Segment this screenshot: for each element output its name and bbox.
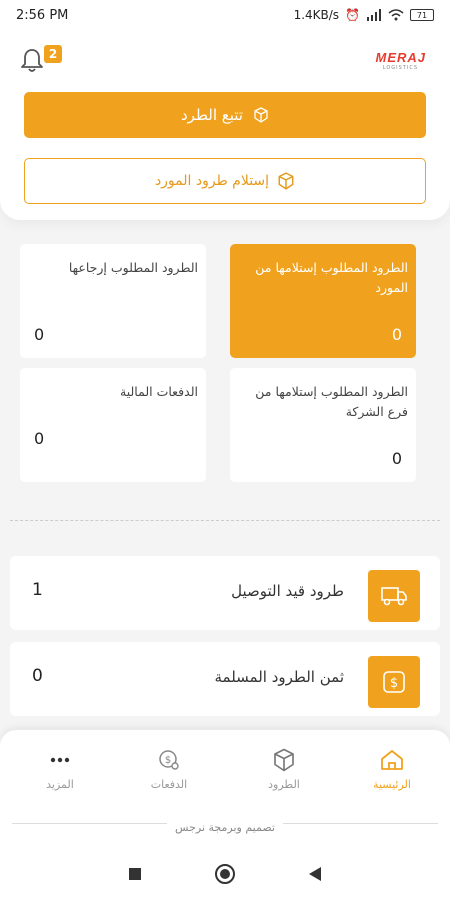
card-payments[interactable] bbox=[20, 368, 206, 482]
nav-payments-label: الدفعات bbox=[150, 778, 188, 791]
credit-text: تصميم وبرمجة نرجس bbox=[0, 816, 450, 835]
card-value: 0 bbox=[34, 429, 45, 448]
home-icon bbox=[379, 748, 405, 772]
track-parcel-button[interactable] bbox=[24, 92, 426, 138]
status-icons bbox=[294, 8, 434, 22]
network-speed: 1.4KB/s bbox=[293, 8, 340, 22]
nav-parcels[interactable] bbox=[244, 748, 324, 791]
bottom-navigation bbox=[0, 730, 450, 848]
card-value: 0 bbox=[34, 325, 45, 344]
card-title: الطرود المطلوب إرجاعها bbox=[68, 260, 198, 275]
notification-badge: 2 bbox=[44, 45, 62, 63]
dollar-icon bbox=[381, 669, 407, 695]
status-time: 2:56 PM bbox=[16, 7, 69, 23]
nav-payments[interactable] bbox=[129, 748, 209, 791]
system-navigation-bar bbox=[0, 848, 450, 900]
recent-apps-button[interactable] bbox=[128, 867, 142, 881]
signal-icon bbox=[366, 9, 382, 21]
brand-logo: MERAJ bbox=[375, 50, 426, 65]
receive-supplier-parcels-button[interactable] bbox=[24, 158, 426, 204]
wifi-icon bbox=[388, 9, 404, 21]
row-label: ثمن الطرود المسلمة bbox=[214, 668, 344, 686]
svg-text:$: $ bbox=[389, 676, 399, 691]
nav-home[interactable] bbox=[352, 748, 432, 791]
card-title: الطرود المطلوب إستلامها من فرع الشركة bbox=[255, 384, 408, 419]
battery-icon: 71 bbox=[410, 9, 434, 21]
status-bar bbox=[0, 0, 450, 30]
row-label: طرود قيد التوصيل bbox=[231, 582, 344, 600]
card-supplier-pickup[interactable] bbox=[230, 244, 416, 358]
truck-icon-box bbox=[368, 570, 420, 622]
brand-logo-subtext: LOGISTICS bbox=[382, 65, 418, 71]
receive-button-label: إستلام طرود المورد bbox=[154, 173, 270, 189]
more-dots-icon bbox=[48, 748, 72, 772]
bell-icon bbox=[18, 46, 46, 74]
nav-home-label: الرئيسية bbox=[373, 778, 411, 791]
card-value: 0 bbox=[391, 449, 402, 468]
back-button[interactable] bbox=[308, 866, 322, 882]
home-button[interactable] bbox=[214, 863, 236, 885]
header-panel bbox=[0, 30, 450, 220]
box-icon bbox=[277, 172, 295, 190]
card-value: 0 bbox=[391, 325, 402, 344]
box-icon bbox=[272, 748, 296, 772]
svg-text:$: $ bbox=[164, 755, 172, 766]
row-in-delivery[interactable] bbox=[10, 556, 440, 630]
alarm-icon: ⏰ bbox=[345, 8, 360, 22]
card-returns[interactable] bbox=[20, 244, 206, 358]
row-value: 0 bbox=[32, 666, 43, 686]
dollar-icon-box bbox=[368, 656, 420, 708]
box-icon bbox=[253, 107, 269, 123]
card-title: الدفعات المالية bbox=[120, 384, 198, 399]
payments-icon bbox=[157, 748, 181, 772]
section-divider bbox=[10, 520, 440, 521]
nav-more[interactable] bbox=[20, 748, 100, 791]
card-title: الطرود المطلوب إستلامها من المورد bbox=[255, 260, 408, 295]
nav-more-label: المزيد bbox=[46, 778, 74, 791]
row-delivered-value[interactable] bbox=[10, 642, 440, 716]
track-button-label: تتبع الطرد bbox=[181, 106, 243, 124]
row-value: 1 bbox=[32, 580, 43, 600]
card-branch-pickup[interactable] bbox=[230, 368, 416, 482]
nav-parcels-label: الطرود bbox=[268, 778, 300, 791]
truck-icon bbox=[380, 584, 408, 608]
